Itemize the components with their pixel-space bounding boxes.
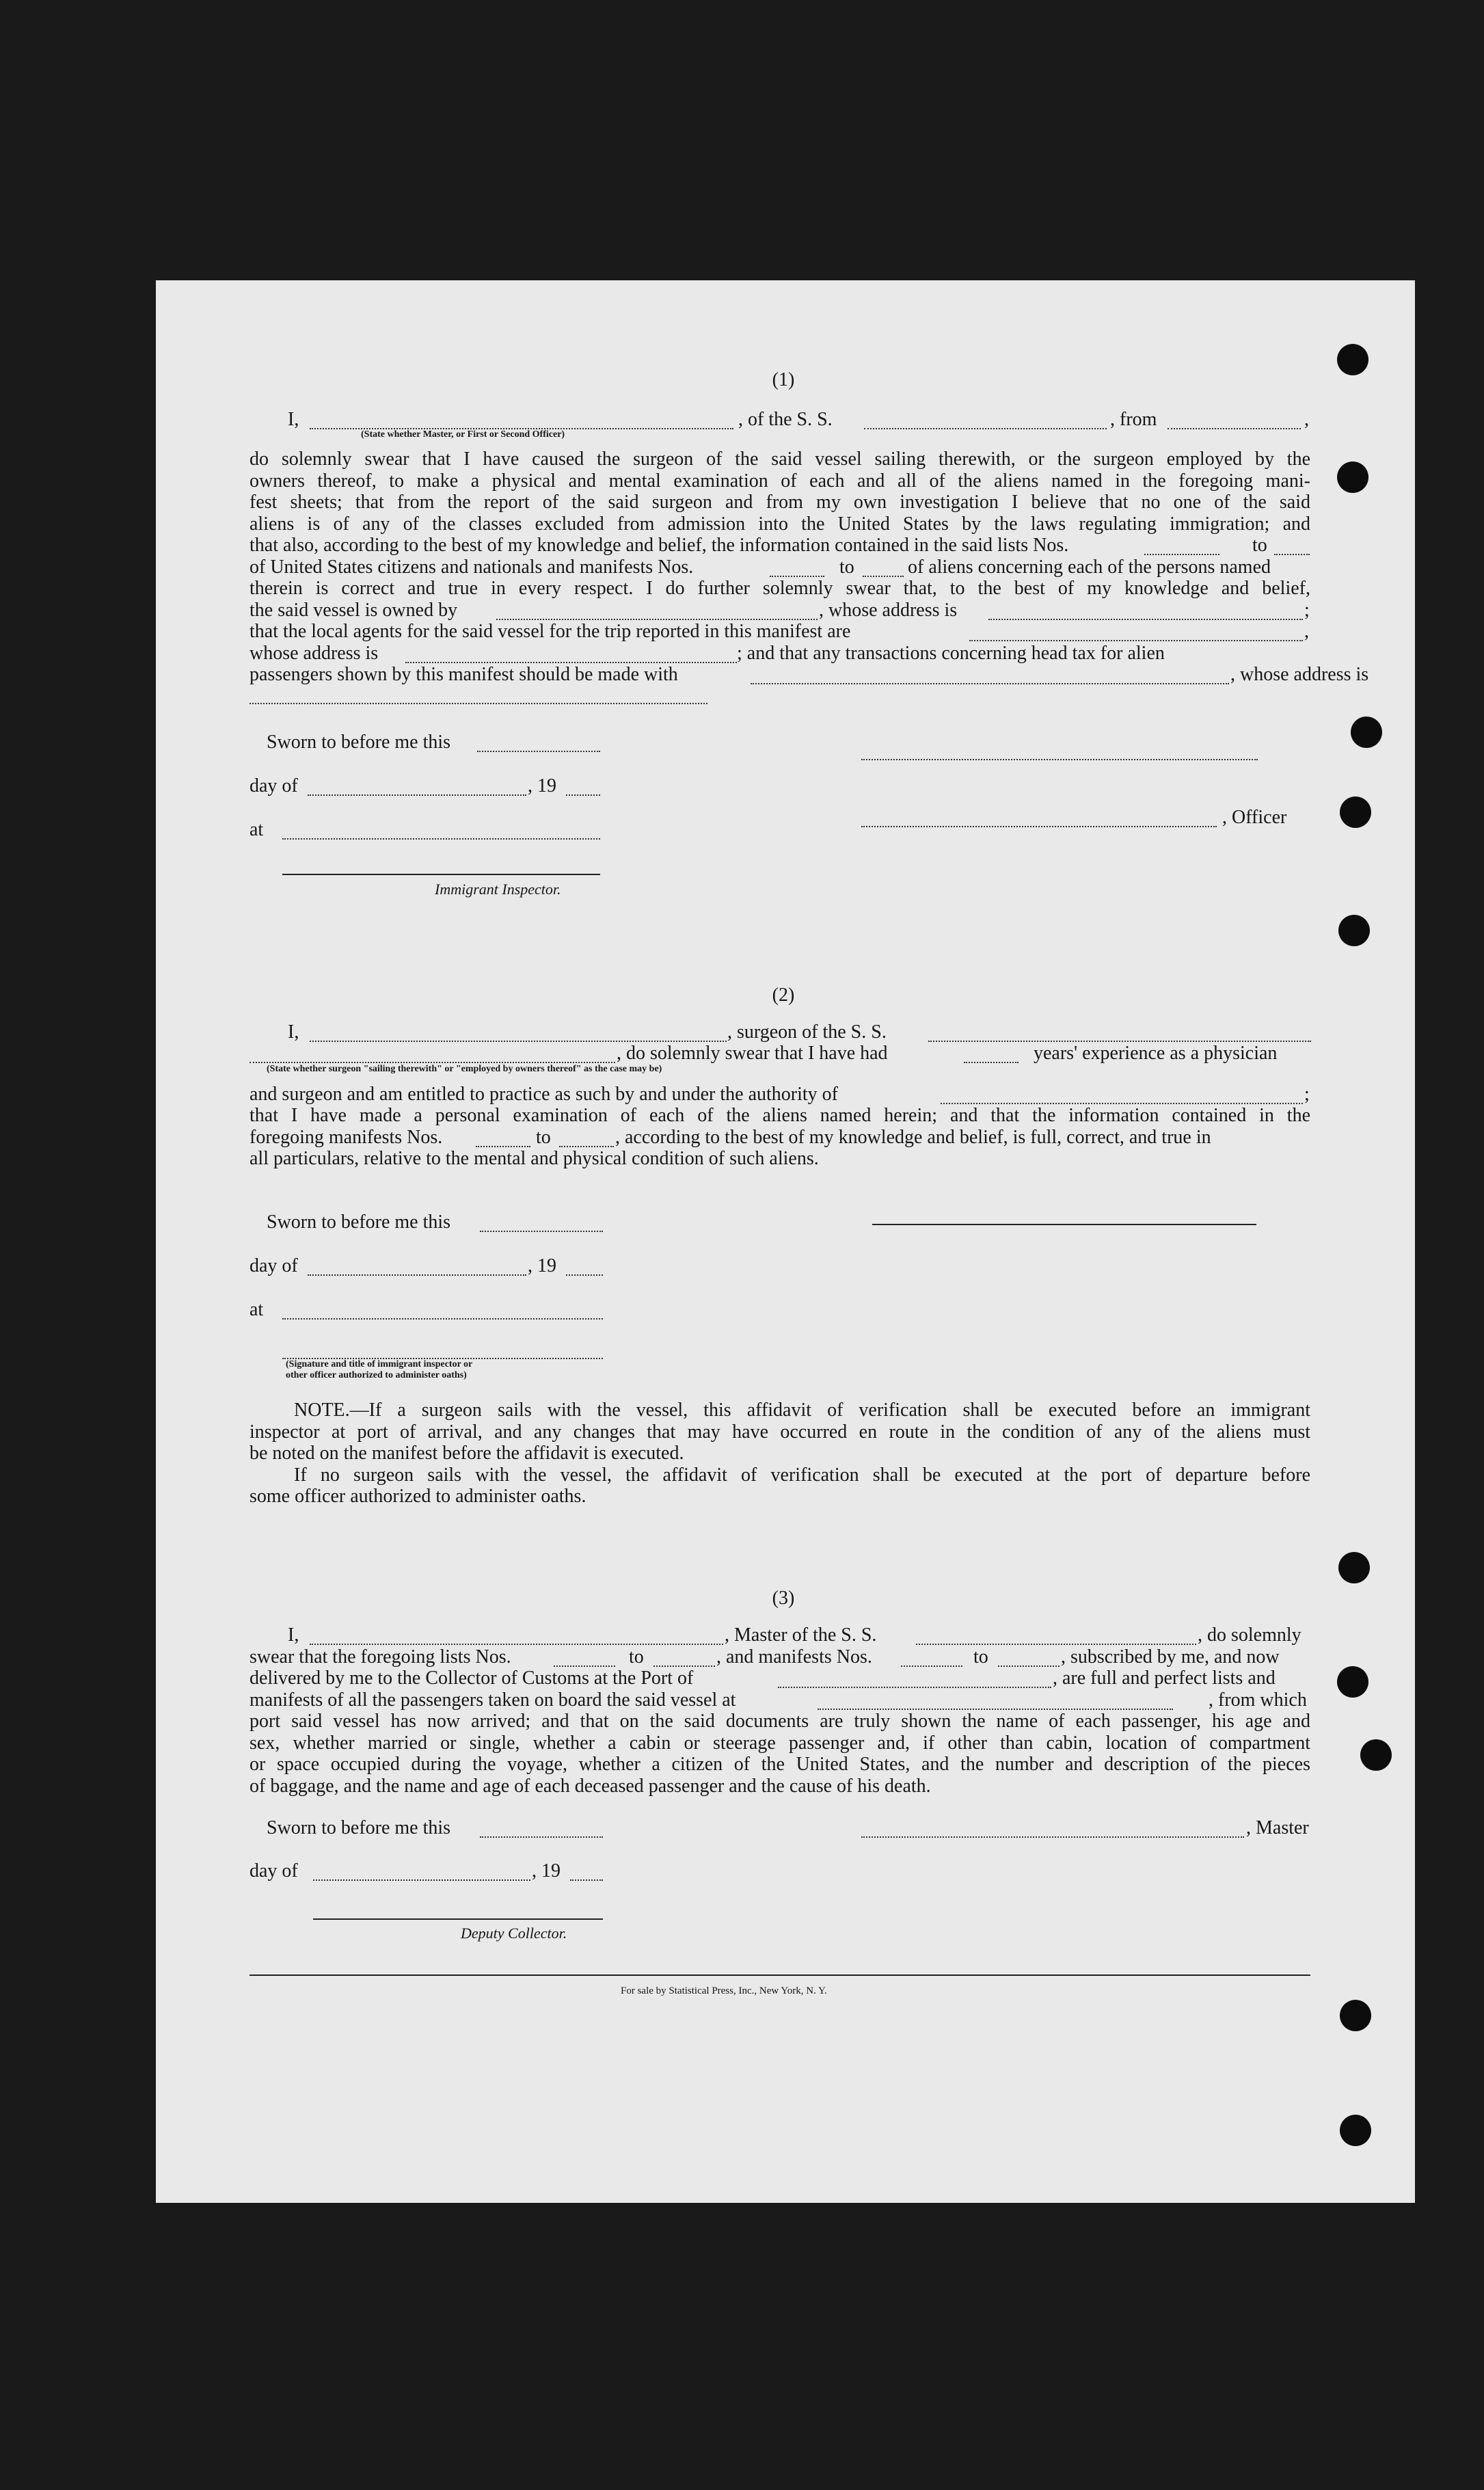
s2-month-field[interactable]: [308, 1261, 526, 1276]
s3-para-line-8: of baggage, and the name and age of each deceased passenger and the cause of his death.: [249, 1776, 931, 1797]
s1-transactions-address-label: , whose address is: [1230, 664, 1369, 685]
s2-note-line-1: NOTE.—If a surgeon sails with the vessel, this affidavit of verification shall be executed before an immigrant: [294, 1400, 1310, 1421]
s1-sworn-day-field[interactable]: [477, 737, 600, 752]
s3-year: , 19: [532, 1860, 561, 1882]
s3-para-line-6: sex, whether married or single, whether a cabin or steerage passenger and, if other than cabin, location of compartment: [249, 1732, 1310, 1754]
s2-day-of: day of: [249, 1255, 298, 1276]
s3-sworn-day-field[interactable]: [480, 1823, 603, 1838]
s3-to-1: to: [629, 1646, 644, 1668]
s3-boarding-port-field[interactable]: [818, 1695, 1173, 1710]
s3-collector-label: delivered by me to the Collector of Customs at the Port of: [249, 1668, 694, 1689]
s3-master-signature-field[interactable]: [861, 1823, 1244, 1838]
s3-lists-label: swear that the foregoing lists Nos.: [249, 1646, 511, 1668]
s1-para-line-7: therein is correct and true in every respect. I do further solemnly swear that, to the best of my knowledge and belief,: [249, 578, 1310, 599]
s1-owner-field[interactable]: [496, 605, 818, 620]
s2-surgeon-signature-line[interactable]: [872, 1224, 1256, 1226]
s1-sworn: Sworn to before me this: [267, 732, 451, 753]
s1-owner-address-field[interactable]: [988, 605, 1303, 620]
s2-manifests-from-field[interactable]: [476, 1132, 530, 1147]
s2-surgeon-name-field[interactable]: [310, 1027, 727, 1042]
s2-surgeon-of-ss: , surgeon of the S. S.: [727, 1021, 887, 1043]
s1-para-line-6c: of aliens concerning each of the persons named: [908, 557, 1271, 578]
section-1-number: (1): [772, 369, 795, 390]
s2-place-field[interactable]: [282, 1304, 603, 1320]
s3-from-which: , from which: [1209, 1689, 1307, 1711]
binder-hole: [1340, 796, 1371, 828]
s1-from: , from: [1110, 409, 1157, 430]
s2-signature-caption-2: other officer authorized to administer oaths): [286, 1370, 467, 1380]
s3-to-2: to: [973, 1646, 988, 1668]
s1-agent-address-label: whose address is: [249, 643, 379, 664]
s2-para-line-4: that I have made a personal examination of each of the aliens named herein; and that the information contained in the: [249, 1105, 1310, 1126]
s1-to-1: to: [1252, 535, 1267, 556]
s3-master-caption: , Master: [1246, 1817, 1309, 1838]
s3-boarded-label: manifests of all the passengers taken on board the said vessel at: [249, 1689, 736, 1711]
s2-note-line-5: some officer authorized to administer oaths.: [249, 1486, 586, 1507]
binder-hole: [1338, 1552, 1370, 1583]
s3-vessel-name-field[interactable]: [916, 1630, 1196, 1645]
binder-hole: [1340, 2115, 1371, 2146]
s1-officer-signature-1[interactable]: [861, 745, 1258, 760]
s2-to: to: [536, 1127, 551, 1148]
s3-day-of: day of: [249, 1860, 298, 1882]
s2-year-field[interactable]: [566, 1261, 603, 1276]
s1-agents-field[interactable]: [969, 626, 1303, 641]
binder-hole: [1340, 2000, 1371, 2031]
s3-lists-to-field[interactable]: [653, 1652, 715, 1667]
s2-sworn: Sworn to before me this: [267, 1211, 451, 1233]
footer-rule: [249, 1974, 1310, 1976]
s1-at: at: [249, 819, 264, 840]
s1-transactions-field[interactable]: [751, 669, 1229, 684]
s1-day-of: day of: [249, 775, 298, 796]
s3-collector-signature-line[interactable]: [313, 1918, 603, 1920]
s1-lists-to-field[interactable]: [1274, 540, 1310, 555]
s3-manifests-label: , and manifests Nos.: [716, 1646, 872, 1668]
s2-years-field[interactable]: [964, 1048, 1018, 1063]
s2-note-line-2: inspector at port of arrival, and any changes that may have occurred en route in the condition of any of the aliens must: [249, 1421, 1310, 1443]
s1-i: I,: [288, 409, 299, 430]
s3-year-field[interactable]: [570, 1866, 603, 1881]
s1-owned-by: the said vessel is owned by: [249, 600, 458, 621]
s2-signature-caption-1: (Signature and title of immigrant inspector or: [286, 1359, 473, 1369]
s2-manifests-to-field[interactable]: [559, 1132, 614, 1147]
s1-vessel-name-field[interactable]: [864, 414, 1107, 429]
s3-para-line-7: or space occupied during the voyage, whether a citizen of the United States, and the number and description of the pieces: [249, 1754, 1310, 1775]
s2-year: , 19: [528, 1255, 556, 1276]
s1-comma-2: ,: [1304, 621, 1309, 642]
s2-at: at: [249, 1299, 264, 1320]
s3-collector-caption: Deputy Collector.: [461, 1925, 567, 1942]
s3-sworn: Sworn to before me this: [267, 1817, 451, 1838]
s2-note-line-4: If no surgeon sails with the vessel, the affidavit of verification shall be executed at the port of departure before: [294, 1464, 1310, 1486]
s2-semicolon: ;: [1304, 1084, 1310, 1105]
binder-hole: [1351, 717, 1382, 748]
s1-owner-address-label: , whose address is: [819, 600, 958, 621]
s2-vessel-name-field[interactable]: [928, 1027, 1311, 1042]
s3-manifests-to-field[interactable]: [998, 1652, 1060, 1667]
section-2-number: (2): [772, 985, 795, 1006]
binder-hole: [1337, 1666, 1368, 1698]
s3-i: I,: [288, 1624, 299, 1646]
s1-of-ss: , of the S. S.: [738, 409, 833, 430]
binder-hole: [1337, 461, 1368, 493]
binder-hole: [1337, 344, 1368, 375]
s3-month-field[interactable]: [313, 1866, 530, 1881]
s1-para-line-5: that also, according to the best of my knowledge and belief, the information contained in the said lists Nos.: [249, 535, 1069, 556]
s1-para-line-3: fest sheets; that from the report of the said surgeon and from my own investigation I believe that no one of the said: [249, 492, 1310, 513]
s1-year: , 19: [528, 775, 556, 796]
s1-lists-from-field[interactable]: [1144, 540, 1219, 555]
s2-i: I,: [288, 1021, 299, 1043]
s2-note-line-3: be noted on the manifest before the affidavit is executed.: [249, 1443, 684, 1464]
s2-surgeon-type-field[interactable]: [249, 1048, 615, 1063]
printer-credit: For sale by Statistical Press, Inc., New York, N. Y.: [621, 1985, 827, 1996]
s1-place-field[interactable]: [282, 825, 600, 840]
s2-para-line-6: all particulars, relative to the mental and physical condition of such aliens.: [249, 1148, 819, 1169]
s1-inspector-signature-line[interactable]: [282, 874, 600, 876]
section-3-number: (3): [772, 1588, 795, 1609]
s1-officer-signature-2[interactable]: [861, 812, 1217, 827]
s2-surgeon-type-note: (State whether surgeon "sailing therewith" or "employed by owners thereof" as the case may be): [267, 1064, 662, 1074]
s2-years-experience: years' experience as a physician: [1034, 1043, 1278, 1064]
s3-subscribed: , subscribed by me, and now: [1061, 1646, 1280, 1668]
s3-para-line-5: port said vessel has now arrived; and that on the said documents are truly shown the name of each passenger, his age and: [249, 1711, 1310, 1732]
s1-manifests-from-field[interactable]: [770, 562, 824, 577]
s1-year-field[interactable]: [566, 781, 600, 796]
s1-agent-address-field[interactable]: [405, 648, 737, 663]
s1-para-line-4: aliens is of any of the classes excluded from admission into the United States by the laws regulating immigration; and: [249, 513, 1310, 535]
binder-hole: [1338, 915, 1370, 946]
s1-manifests-to-field[interactable]: [863, 562, 904, 577]
s1-para-line-2: owners thereof, to make a physical and mental examination of each and all of the aliens named in the foregoing mani-: [249, 470, 1310, 492]
s1-officer-rank-field[interactable]: [310, 414, 733, 429]
s1-semicolon-1: ;: [1304, 600, 1310, 621]
s1-inspector-caption: Immigrant Inspector.: [435, 881, 561, 898]
s2-authority-label: and surgeon and am entitled to practice as such by and under the authority of: [249, 1084, 838, 1105]
s1-para-line-1: do solemnly swear that I have caused the surgeon of the said vessel sailing therewith, or the surgeon employed by the: [249, 449, 1310, 470]
s3-lists-from-field[interactable]: [554, 1652, 615, 1667]
s1-month-field[interactable]: [308, 781, 526, 796]
s1-from-port-field[interactable]: [1168, 414, 1301, 429]
s3-master-name-field[interactable]: [310, 1630, 723, 1645]
s1-agents-label: that the local agents for the said vessel for the trip reported in this manifest are: [249, 621, 851, 642]
s3-port-field[interactable]: [778, 1673, 1051, 1688]
s1-rank-note: (State whether Master, or First or Second Officer): [361, 429, 565, 440]
s2-manifests-label: foregoing manifests Nos.: [249, 1127, 443, 1148]
s3-do-solemnly: , do solemnly: [1198, 1624, 1301, 1646]
s1-head-tax: ; and that any transactions concerning head tax for alien: [737, 643, 1165, 664]
s2-sworn-day-field[interactable]: [480, 1217, 603, 1232]
s2-solemnly-swear: , do solemnly swear that I have had: [617, 1043, 888, 1064]
s3-manifests-from-field[interactable]: [901, 1652, 962, 1667]
binder-hole: [1360, 1739, 1392, 1771]
s2-authority-field[interactable]: [941, 1089, 1303, 1104]
s1-officer-caption: , Officer: [1222, 807, 1287, 828]
s1-para-line-6a: of United States citizens and nationals and manifests Nos.: [249, 557, 694, 578]
s1-transactions-label: passengers shown by this manifest should be made with: [249, 664, 678, 685]
s3-full-perfect: , are full and perfect lists and: [1053, 1668, 1276, 1689]
s1-transactions-address-field[interactable]: [249, 689, 707, 704]
s3-master-of-ss: , Master of the S. S.: [725, 1624, 877, 1646]
manifest-affidavit-page: [156, 280, 1415, 2203]
s1-to-2: to: [839, 557, 854, 578]
s2-inspector-signature-field[interactable]: [282, 1344, 603, 1359]
s2-para-line-5c: , according to the best of my knowledge and belief, is full, correct, and true in: [615, 1127, 1211, 1148]
s1-comma: ,: [1304, 409, 1309, 430]
